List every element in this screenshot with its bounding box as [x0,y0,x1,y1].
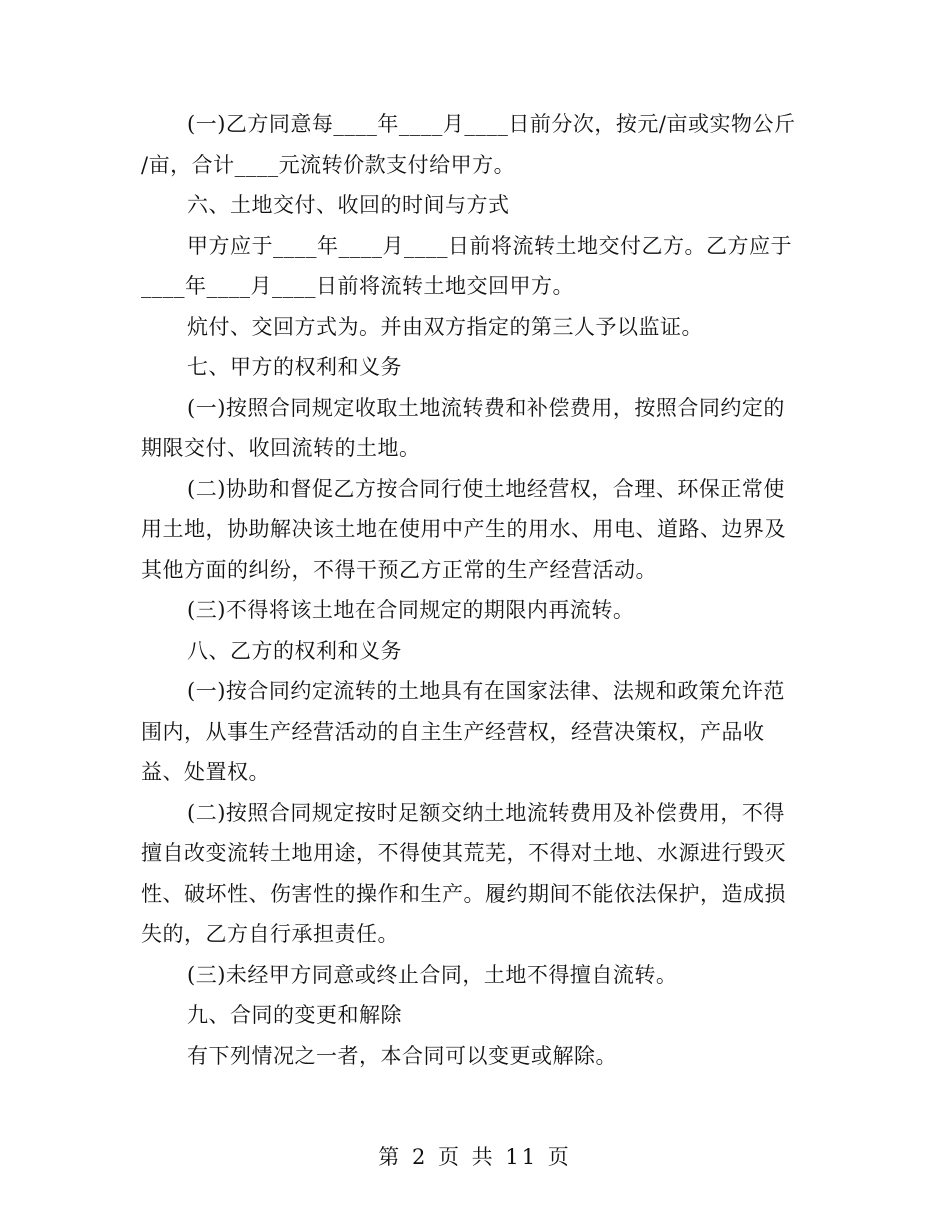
page-number-footer: 第 2 页 共 11 页 [378,1145,572,1169]
paragraph-line: 其他方面的纠纷，不得干预乙方正常的生产经营活动。 [141,557,657,582]
paragraph-line: ____年____月____日前将流转土地交回甲方。 [141,274,574,298]
paragraph-line: 益、处置权。 [141,760,270,784]
paragraph-line: 擅自改变流转土地用途，不得使其荒芜，不得对土地、水源进行毁灭 [141,841,786,865]
paragraph-line: 失的，乙方自行承担责任。 [141,922,399,946]
section-heading: 六、土地交付、收回的时间与方式 [187,193,510,217]
section-heading: 九、合同的变更和解除 [187,1003,402,1027]
paragraph-line: (一)乙方同意每____年____月____日前分次，按元/亩或实物公斤 [187,112,796,136]
section-heading: 八、乙方的权利和义务 [187,638,402,663]
paragraph-line: 有下列情况之一者，本合同可以变更或解除。 [187,1043,617,1068]
paragraph-line: 用土地，协助解决该土地在使用中产生的用水、用电、道路、边界及 [141,517,786,541]
paragraph-line: 围内，从事生产经营活动的自主生产经营权，经营决策权，产品收 [141,719,765,744]
paragraph-line: 性、破坏性、伤害性的操作和生产。履约期间不能依法保护，造成损 [141,881,786,906]
section-heading: 七、甲方的权利和义务 [187,355,402,379]
paragraph-line: (二)协助和督促乙方按合同行使土地经营权，合理、环保正常使 [187,476,785,501]
paragraph-line: (三)不得将该土地在合同规定的期限内再流转。 [187,598,635,622]
paragraph-line: 炕付、交回方式为。并由双方指定的第三人予以监证。 [187,314,703,339]
paragraph-line: 甲方应于____年____月____日前将流转土地交付乙方。乙方应于 [187,233,792,258]
paragraph-line: (二)按照合同规定按时足额交纳土地流转费用及补偿费用，不得 [187,800,785,825]
paragraph-line: (一)按合同约定流转的土地具有在国家法律、法规和政策允许范 [187,679,785,703]
paragraph-line: 期限交付、收回流转的土地。 [141,436,421,460]
paragraph-line: (一)按照合同规定收取土地流转费和补偿费用，按照合同约定的 [187,395,785,420]
paragraph-line: /亩，合计____元流转价款支付给甲方。 [141,152,516,177]
document-body [141,104,806,1076]
paragraph-line: (三)未经甲方同意或终止合同，土地不得擅自流转。 [187,962,678,987]
